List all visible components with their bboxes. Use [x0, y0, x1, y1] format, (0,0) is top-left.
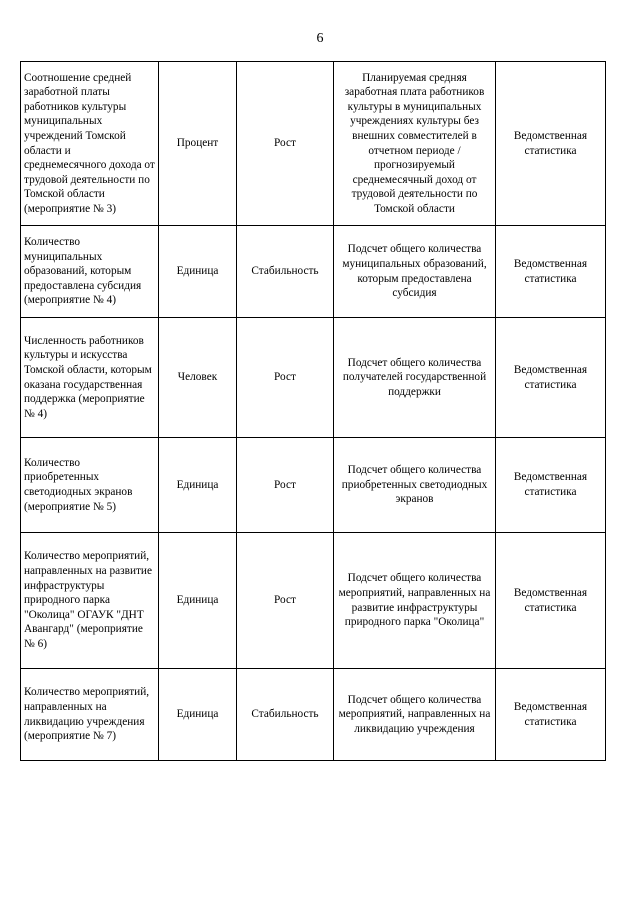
indicator-method: Подсчет общего количества мероприятий, направленных на развитие инфраструктуры природного парка "Околица" — [334, 533, 496, 669]
indicator-method: Планируемая средняя заработная плата работников культуры в муниципальных учреждениях культуры без внешних совместителей в отчетном периоде / прогнозируемый среднемесячный доход от трудовой деятельности по Томской области — [334, 62, 496, 226]
indicator-trend: Стабильность — [237, 669, 334, 761]
indicator-trend: Рост — [237, 318, 334, 438]
indicator-unit: Единица — [159, 533, 237, 669]
indicator-name: Численность работников культуры и искусства Томской области, которым оказана государственная поддержка (мероприятие № 4) — [21, 318, 159, 438]
indicator-trend: Рост — [237, 438, 334, 533]
indicator-source: Ведомственная статистика — [496, 318, 606, 438]
indicator-method: Подсчет общего количества получателей государственной поддержки — [334, 318, 496, 438]
table-row — [21, 438, 606, 533]
table-row — [21, 62, 606, 226]
indicator-unit: Единица — [159, 669, 237, 761]
indicator-unit: Единица — [159, 226, 237, 318]
indicator-unit: Процент — [159, 62, 237, 226]
indicator-method: Подсчет общего количества приобретенных светодиодных экранов — [334, 438, 496, 533]
indicator-source: Ведомственная статистика — [496, 438, 606, 533]
indicator-name: Количество мероприятий, направленных на ликвидацию учреждения (мероприятие № 7) — [21, 669, 159, 761]
table-row — [21, 533, 606, 669]
indicator-name: Количество мероприятий, направленных на развитие инфраструктуры природного парка "Околица" ОГАУК "ДНТ Авангард" (мероприятие № 6) — [21, 533, 159, 669]
indicator-source: Ведомственная статистика — [496, 669, 606, 761]
indicator-source: Ведомственная статистика — [496, 226, 606, 318]
indicator-trend: Рост — [237, 533, 334, 669]
indicator-unit: Человек — [159, 318, 237, 438]
indicators-table — [20, 61, 606, 761]
indicator-name: Соотношение средней заработной платы работников культуры муниципальных учреждений Томской области и среднемесячного дохода от трудовой деятельности по Томской области (мероприятие № 3) — [21, 62, 159, 226]
page-number: 6 — [316, 31, 324, 46]
indicator-trend: Стабильность — [237, 226, 334, 318]
indicator-name: Количество муниципальных образований, которым предоставлена субсидия (мероприятие № 4) — [21, 226, 159, 318]
indicator-unit: Единица — [159, 438, 237, 533]
indicator-name: Количество приобретенных светодиодных экранов (мероприятие № 5) — [21, 438, 159, 533]
indicator-trend: Рост — [237, 62, 334, 226]
table-row — [21, 669, 606, 761]
indicator-source: Ведомственная статистика — [496, 62, 606, 226]
table-row — [21, 226, 606, 318]
indicator-method: Подсчет общего количества муниципальных образований, которым предоставлена субсидия — [334, 226, 496, 318]
indicator-method: Подсчет общего количества мероприятий, направленных на ликвидацию учреждения — [334, 669, 496, 761]
table-row — [21, 318, 606, 438]
indicator-source: Ведомственная статистика — [496, 533, 606, 669]
